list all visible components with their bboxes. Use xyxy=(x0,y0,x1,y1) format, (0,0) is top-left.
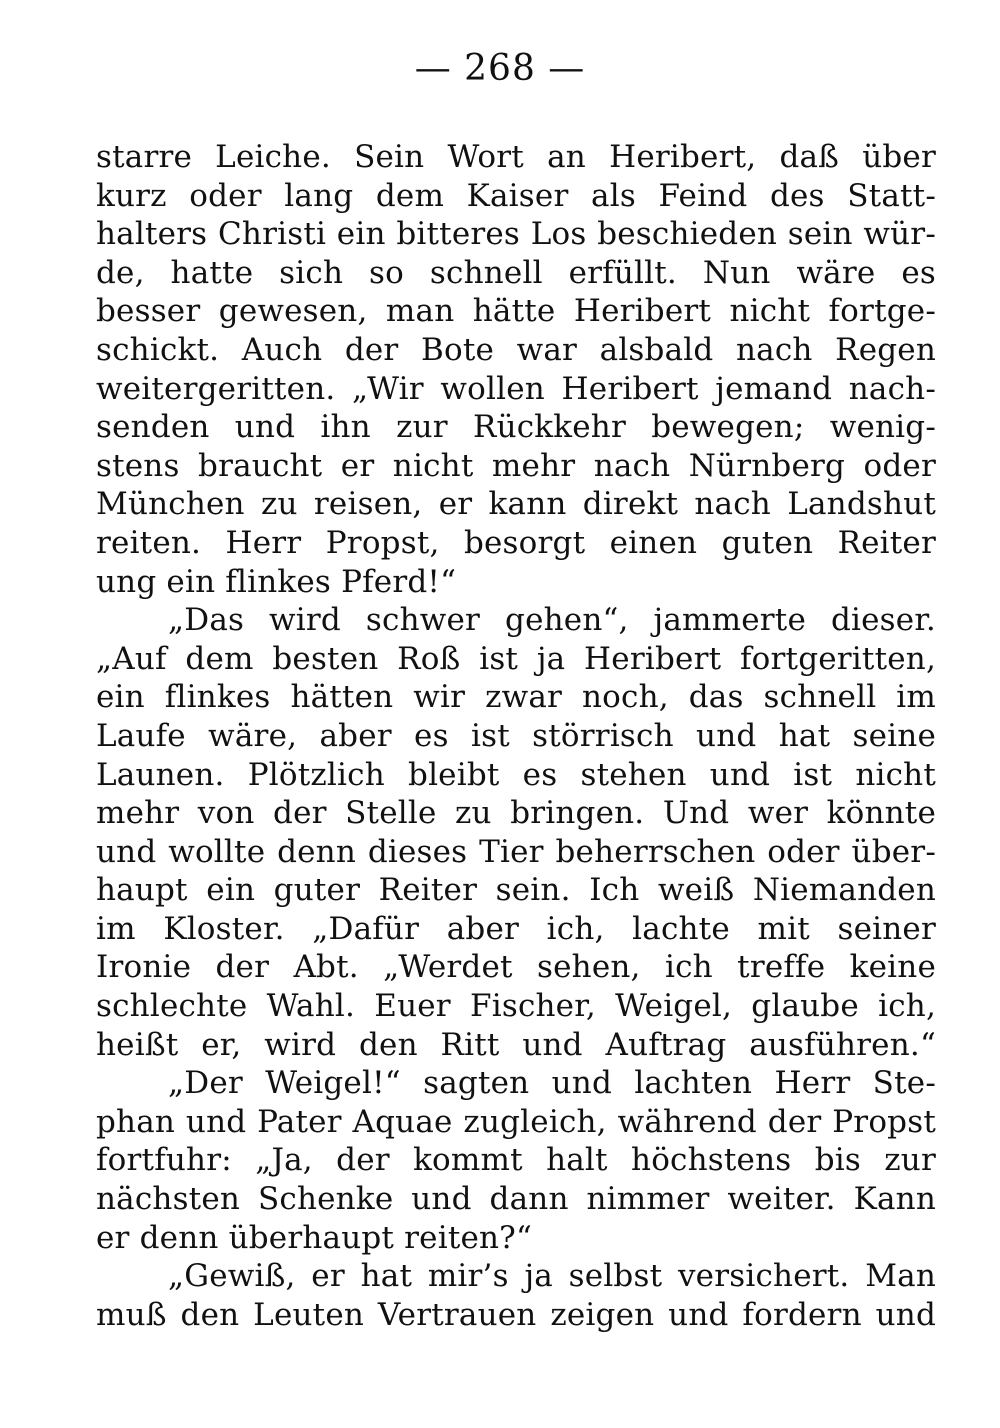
text-line: mehr von der Stelle zu bringen. Und wer könnte xyxy=(96,795,936,832)
page-number: — 268 — xyxy=(414,48,586,89)
text-line: „Das wird schwer gehen“, jammerte dieser. xyxy=(168,602,936,639)
text-line: nächsten Schenke und dann nimmer weiter. Kann xyxy=(96,1181,936,1218)
text-line: ein flinkes hätten wir zwar noch, das schnell im xyxy=(96,679,936,716)
text-line: er denn überhaupt reiten?“ xyxy=(96,1219,533,1256)
text-line: stens braucht er nicht mehr nach Nürnberg oder xyxy=(96,447,936,484)
text-line: haupt ein guter Reiter sein. Ich weiß Niemanden xyxy=(96,872,936,909)
text-line: de, hatte sich so schnell erfüllt. Nun wäre es xyxy=(96,254,936,291)
body-text xyxy=(96,138,936,1334)
text-line: reiten. Herr Propst, besorgt einen guten Reiter xyxy=(96,524,936,561)
text-line: halters Christi ein bitteres Los beschieden sein wür- xyxy=(96,216,936,253)
text-line: „Auf dem besten Roß ist ja Heribert fortgeritten, xyxy=(96,640,936,677)
text-line: heißt er, wird den Ritt und Auftrag ausführen.“ xyxy=(96,1026,936,1063)
text-line: Laufe wäre, aber es ist störrisch und hat seine xyxy=(96,717,936,754)
text-line: phan und Pater Aquae zugleich, während der Propst xyxy=(96,1103,936,1140)
text-line: schlechte Wahl. Euer Fischer, Weigel, glaube ich, xyxy=(96,988,936,1025)
text-line: „Gewiß, er hat mir’s ja selbst versichert. Man xyxy=(168,1258,936,1295)
text-line: senden und ihn zur Rückkehr bewegen; wenig- xyxy=(96,409,936,446)
text-line: fortfuhr: „Ja, der kommt halt höchstens bis zur xyxy=(96,1142,936,1179)
text-line: weitergeritten. „Wir wollen Heribert jemand nach- xyxy=(96,370,936,407)
text-line: kurz oder lang dem Kaiser als Feind des Statt- xyxy=(96,177,936,214)
text-line: schickt. Auch der Bote war alsbald nach Regen xyxy=(96,331,936,368)
text-line: Ironie der Abt. „Werdet sehen, ich treffe keine xyxy=(96,949,936,986)
text-line: muß den Leuten Vertrauen zeigen und fordern und xyxy=(96,1296,936,1333)
text-line: im Kloster. „Dafür aber ich, lachte mit seiner xyxy=(96,910,936,947)
text-line: Launen. Plötzlich bleibt es stehen und ist nicht xyxy=(96,756,936,793)
text-line: München zu reisen, er kann direkt nach Landshut xyxy=(96,486,936,523)
text-line: „Der Weigel!“ sagten und lachten Herr Ste- xyxy=(168,1065,936,1102)
text-line: starre Leiche. Sein Wort an Heribert, daß über xyxy=(96,139,936,175)
text-line: ung ein flinkes Pferd!“ xyxy=(96,563,457,600)
text-line: und wollte denn dieses Tier beherrschen oder über- xyxy=(96,833,936,870)
text-line: besser gewesen, man hätte Heribert nicht fortge- xyxy=(96,293,936,330)
